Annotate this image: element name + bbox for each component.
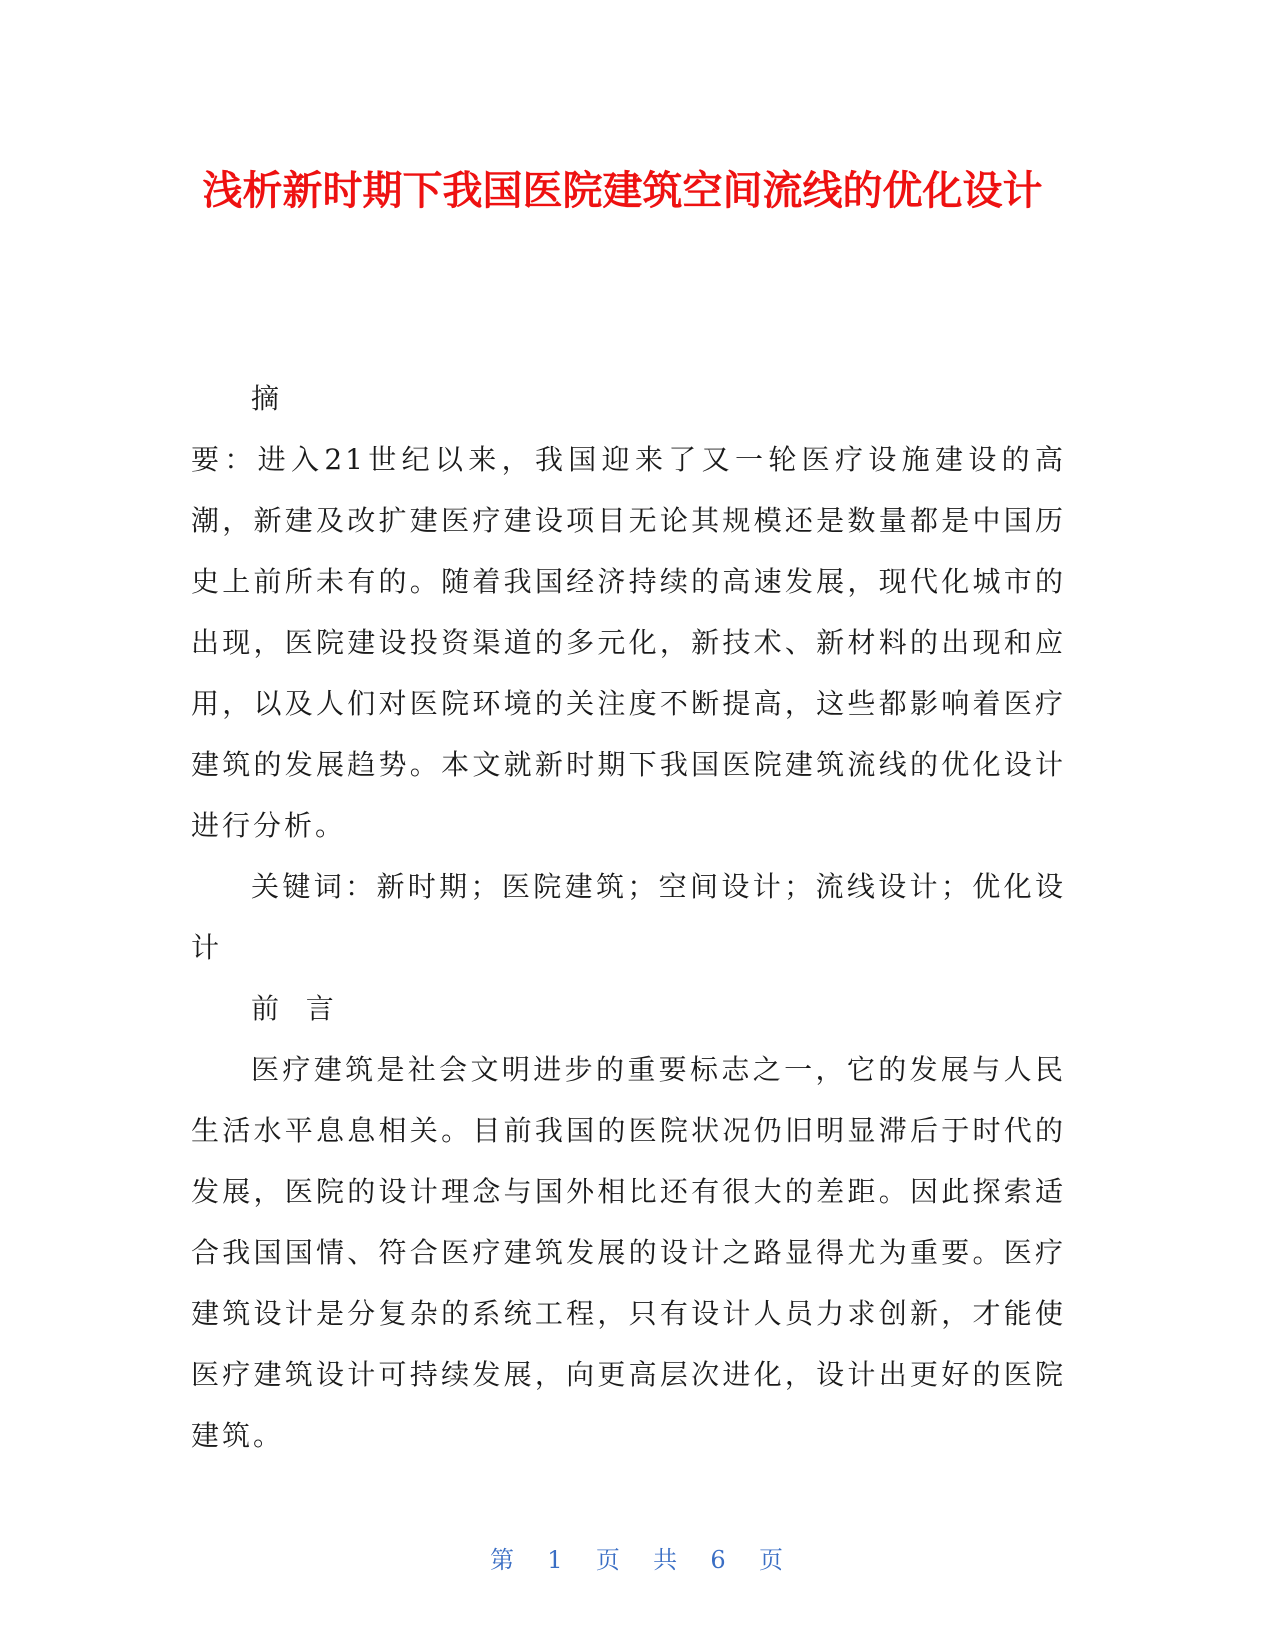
page-footer <box>0 1540 1275 1575</box>
abstract-paragraph: 要：进入21世纪以来，我国迎来了又一轮医疗设施建设的高潮，新建及改扩建医疗建设项目无论其规模还是数量都是中国历史上前所未有的。随着我国经济持续的高速发展，现代化城市的出现，医院建设投资渠道的多元化，新技术、新材料的出现和应用，以及人们对医院环境的关注度不断提高，这些都影响着医疗建筑的发展趋势。本文就新时期下我国医院建筑流线的优化设计进行分析。 <box>191 443 1066 842</box>
abstract-label: 摘 <box>251 382 283 415</box>
footer-total-prefix: 共 <box>653 1546 680 1574</box>
footer-total-pages: 6 <box>710 1546 728 1574</box>
keywords-paragraph: 关键词：新时期；医院建筑；空间设计；流线设计；优化设计 <box>191 870 1066 964</box>
footer-current-page: 1 <box>547 1546 565 1574</box>
document-body <box>191 368 1066 1466</box>
document-title: 浅析新时期下我国医院建筑空间流线的优化设计 <box>202 168 1043 214</box>
preface-paragraph: 医疗建筑是社会文明进步的重要标志之一，它的发展与人民生活水平息息相关。目前我国的医院状况仍旧明显滞后于时代的发展，医院的设计理念与国外相比还有很大的差距。因此探索适合我国国情、符合医疗建筑发展的设计之路显得尤为重要。医疗建筑设计是分复杂的系统工程，只有设计人员力求创新，才能使医疗建筑设计可持续发展，向更高层次进化，设计出更好的医院建筑。 <box>191 1053 1066 1452</box>
footer-page-word: 页 <box>595 1546 622 1574</box>
footer-page-prefix: 第 <box>490 1546 517 1574</box>
preface-heading: 前 言 <box>251 992 337 1025</box>
footer-total-suffix: 页 <box>758 1546 785 1574</box>
